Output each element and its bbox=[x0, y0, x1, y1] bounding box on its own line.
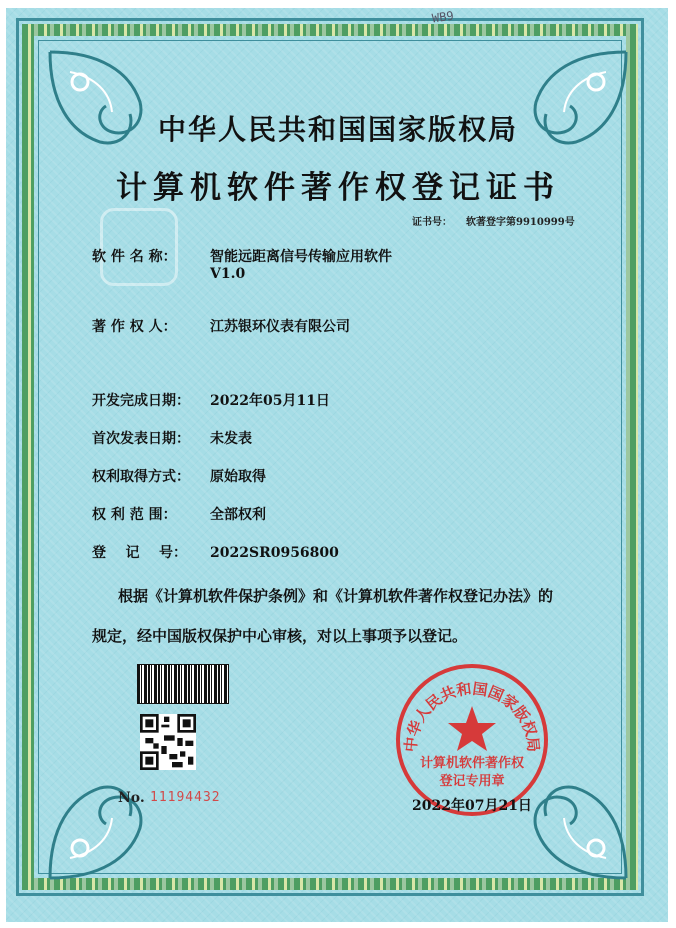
field-value: 江苏银环仪表有限公司 bbox=[210, 319, 350, 335]
field-value: 2022年05月11日 bbox=[210, 393, 330, 409]
barcode-icon bbox=[137, 664, 229, 704]
field-value: 原始取得 bbox=[210, 469, 266, 485]
field-value: 智能远距离信号传输应用软件 bbox=[210, 249, 392, 265]
field-value: 未发表 bbox=[210, 431, 252, 447]
field-label: 软 件 名 称： bbox=[92, 249, 177, 265]
certificate-number-value: 软著登字第9910999号 bbox=[466, 217, 575, 228]
field-label: 权 利 范 围： bbox=[92, 507, 177, 523]
serial-label: No. bbox=[118, 790, 145, 806]
field-first-publication bbox=[92, 428, 252, 448]
serial-number: 11194432 bbox=[150, 790, 221, 805]
seal-ring-text: 中华人民共和国国家版权局 bbox=[401, 679, 543, 753]
statement-line-1: 根据《计算机软件保护条例》和《计算机软件著作权登记办法》的 bbox=[118, 587, 554, 605]
field-rights-scope bbox=[92, 504, 266, 524]
handwritten-note: WB9 bbox=[431, 8, 455, 26]
software-version: V1.0 bbox=[210, 266, 246, 282]
issue-date: 2022年07月21日 bbox=[412, 798, 532, 814]
field-label: 首次发表日期： bbox=[92, 431, 190, 447]
field-label: 开发完成日期： bbox=[92, 393, 190, 409]
field-value: 2022SR0956800 bbox=[210, 545, 339, 561]
field-value: 全部权利 bbox=[210, 507, 266, 523]
seal-star-icon bbox=[448, 706, 496, 751]
field-registration-number bbox=[92, 542, 339, 562]
seal-text-line-1: 计算机软件著作权 bbox=[419, 756, 524, 771]
statement-line-2: 规定，经中国版权保护中心审核，对以上事项予以登记。 bbox=[92, 627, 468, 645]
certificate-title: 计算机软件著作权登记证书 bbox=[116, 170, 560, 206]
field-completion-date bbox=[92, 390, 330, 410]
field-label: 权利取得方式： bbox=[92, 469, 190, 485]
seal-text-line-2: 登记专用章 bbox=[439, 774, 505, 789]
field-copyright-owner bbox=[92, 316, 350, 336]
qr-code-icon bbox=[140, 714, 196, 770]
field-label: 登 记 号： bbox=[92, 545, 187, 561]
field-acquisition-method bbox=[92, 466, 266, 486]
certificate-number bbox=[412, 213, 589, 228]
certificate-number-label: 证书号： bbox=[412, 217, 452, 228]
field-software-name bbox=[92, 246, 392, 266]
issuing-authority: 中华人民共和国国家版权局 bbox=[157, 113, 518, 146]
field-label: 著 作 权 人： bbox=[92, 319, 177, 335]
